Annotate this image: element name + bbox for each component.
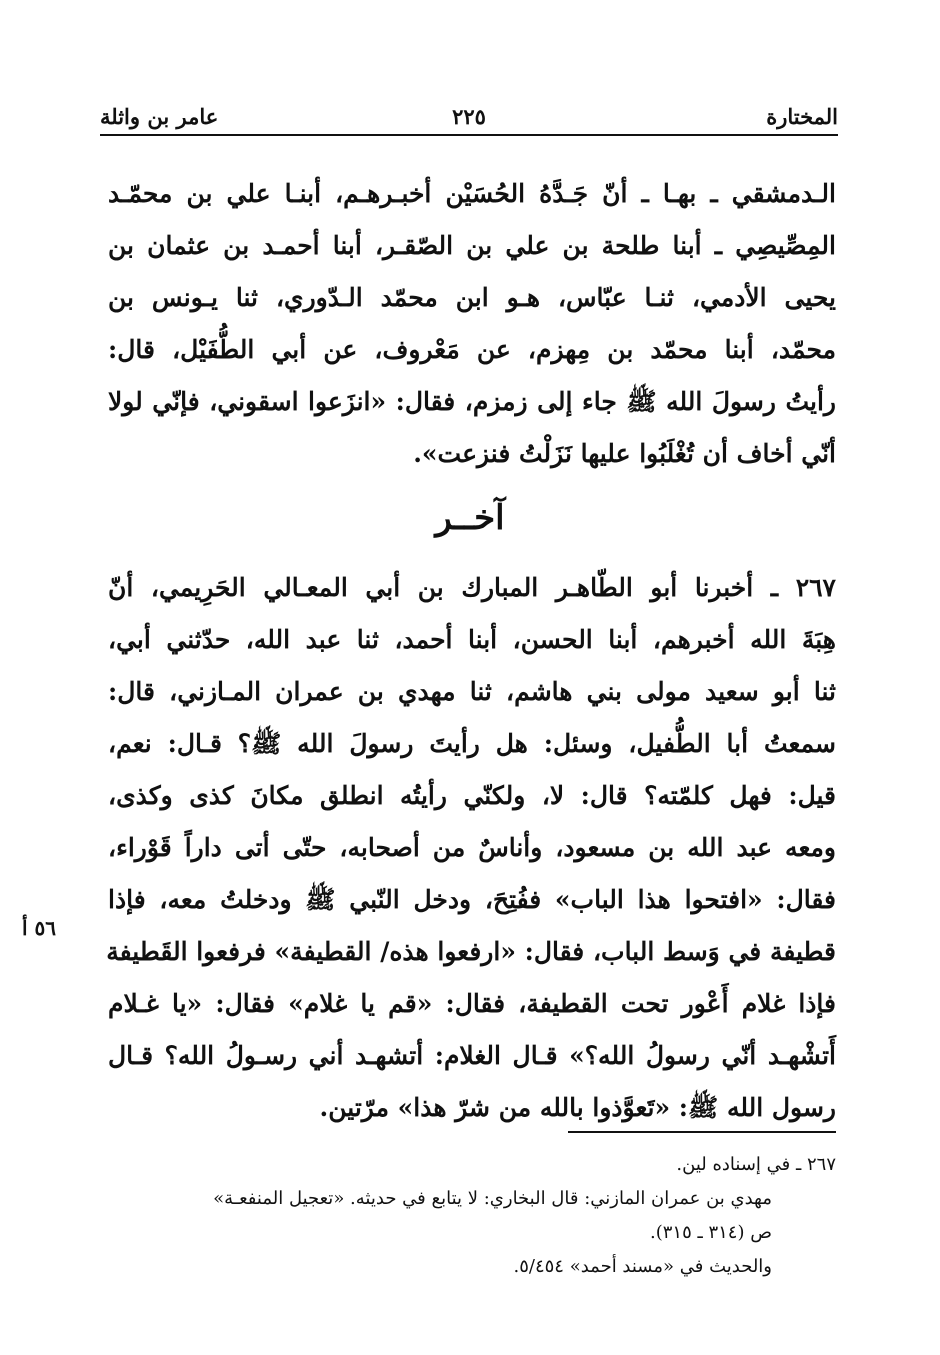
text-line: المِصِّيصِي ـ أبنا طلحة بن علي بن الصّقـر، أبنا أحمـد بن عثمان بن [108,231,836,260]
footnote-line: مهدي بن عمران المازني: قال البخاري: لا يتابع في حديثه. «تعجيل المنفعـة» [213,1188,772,1209]
text-line: فإذا غلام أَعْور تحت القطيفة، فقال: «قم يا غلام» فقال: «يا غـلام [108,989,836,1018]
footnote-line: ٢٦٧ ـ في إسناده لين. [676,1154,836,1175]
text-line: أنّي أخاف أن تُغْلَبُوا عليها نَزَلْتُ فنزعت». [413,439,836,468]
text-line: ومعه عبد الله بن مسعود، وأناسٌ من أصحابه، حتّى أتى داراً قَوْراء، [108,833,836,862]
text-line: قطيفة في وَسط الباب، فقال: «ارفعوا هذه/ القطيفة» فرفعوا القَطيفة [106,937,836,966]
footnote-line: والحديث في «مسند أحمد» ٥/٤٥٤. [513,1256,772,1277]
manuscript-folio-note: ٥٦ أ [22,916,57,940]
text-line: الـدمشقي ـ بهـا ـ أنّ جَـدَّهُ الحُسَيْن أخبـرهـم، أبنـا علي بن محمّـد [108,179,836,208]
header-rule [100,134,838,136]
text-line: رسول الله ﷺ: «تَعوَّذوا بالله من شرّ هذا» مرّتين. [319,1093,836,1122]
header-chapter-title: عامر بن واثلة [100,104,219,129]
running-header [100,98,838,134]
page-number: ٢٢٥ [452,104,486,129]
text-line: هِبَةَ الله أخبرهم، أبنا الحسن، أبنا أحمد، ثنا عبد الله، حدّثني أبي، [108,625,836,654]
text-line: يحيى الأدمي، ثنـا عبّاس، هـو ابن محمّد الـدّوري، ثنا يـونس بن [108,283,836,312]
header-book-title: المختارة [766,104,838,129]
text-block-hadith-267 [108,562,836,1134]
text-line: سمعتُ أبا الطُّفيل، وسئل: هل رأيتَ رسولَ الله ﷺ؟ قـال: نعم، [108,729,836,758]
text-line: قيل: فهل كلمّته؟ قال: لا، ولكنّي رأيتُه انطلق مكانَ كذى وكذى، [108,781,836,810]
text-block-continuation [108,168,836,480]
section-heading: آخــر [435,498,505,538]
text-line: ٢٦٧ ـ أخبرنا أبو الطّاهـر المبارك بن أبي المعـالي الحَرِيمي، أنّ [108,573,836,602]
text-line: أَتشْهـد أنّي رسولُ الله؟» قـال الغلام: أتشهـد أني رسـولُ الله؟ قـال [108,1041,836,1070]
text-line: ثنا أبو سعيد مولى بني هاشم، ثنا مهدي بن عمران المـازني، قال: [108,677,836,706]
text-line: رأيتُ رسولَ الله ﷺ جاء إلى زمزم، فقال: «انزَعوا اسقوني، فإنّي لولا [108,387,836,416]
footnotes [213,1148,836,1284]
text-line: فقال: «افتحوا هذا الباب» ففُتِحَ، ودخل النّبي ﷺ ودخلتُ معه، فإذا [108,885,836,914]
footnote-rule [568,1131,836,1133]
text-line: محمّد، أبنا محمّد بن مِهزم، عن مَعْروف، عن أبي الطُّفَيْل، قال: [108,335,836,364]
footnote-line: ص (٣١٤ ـ ٣١٥). [649,1222,772,1243]
